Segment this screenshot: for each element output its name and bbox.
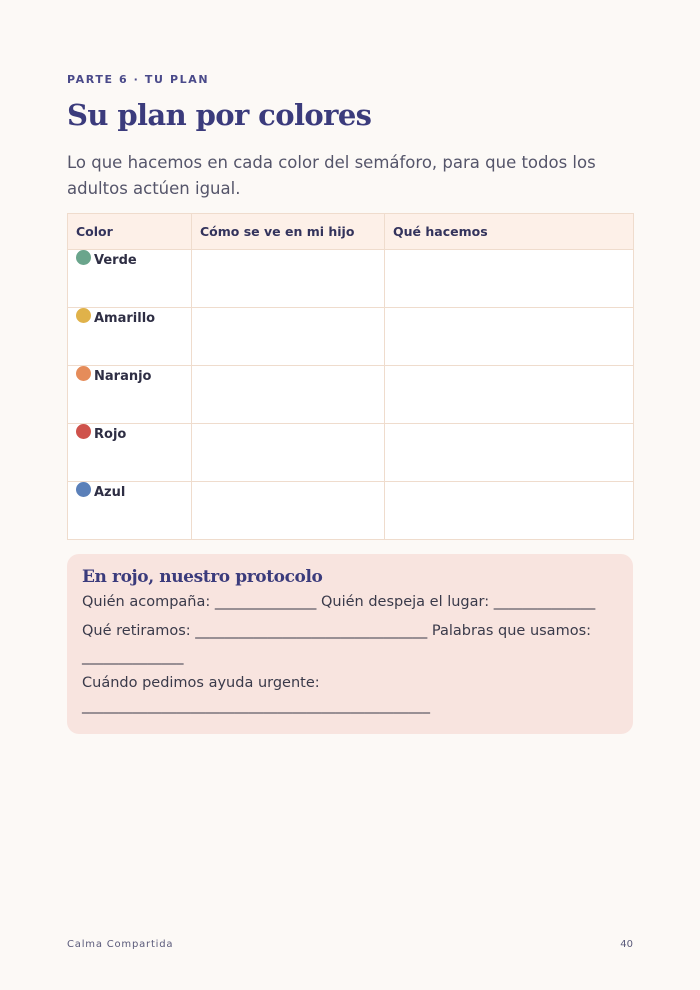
color-swatch-icon [76,366,91,381]
footer-brand: Calma Compartida [67,939,174,950]
page-subtitle: Lo que hacemos en cada color del semáforo, para que todos los adultos actúen igual. [67,153,596,198]
appearance-cell[interactable] [192,308,385,366]
table-row-rojo [68,424,634,482]
appearance-cell[interactable] [192,482,385,540]
column-header-appearance: Cómo se ve en mi hijo [192,214,385,250]
color-plan-table [67,213,634,540]
actions-cell[interactable] [385,366,634,424]
actions-cell[interactable] [385,482,634,540]
protocol-line-words-blank[interactable]: ______________ [82,649,184,665]
color-label: Verde [94,253,137,268]
color-swatch-icon [76,250,91,265]
table-row-naranjo [68,366,634,424]
color-swatch-icon [76,308,91,323]
color-label: Naranjo [94,369,152,384]
appearance-cell[interactable] [192,366,385,424]
color-label: Amarillo [94,311,156,326]
color-swatch-icon [76,424,91,439]
appearance-cell[interactable] [192,424,385,482]
color-cell [68,424,192,482]
table-row-amarillo [68,308,634,366]
color-cell [68,308,192,366]
table-header-row [68,214,634,250]
table-row-azul [68,482,634,540]
protocol-title: En rojo, nuestro protocolo [82,567,323,587]
page-title: Su plan por colores [67,98,372,132]
actions-cell[interactable] [385,424,634,482]
footer-page-number: 40 [620,939,633,950]
actions-cell[interactable] [385,308,634,366]
color-cell [68,482,192,540]
protocol-line-urgent-help: Cuándo pedimos ayuda urgente: [82,675,320,691]
protocol-line-companion-clear[interactable]: Quién acompaña: ______________ Quién despeja el lugar: ______________ [82,594,596,610]
protocol-line-urgent-blank[interactable]: ________________________________________________ [82,698,430,714]
section-eyebrow: PARTE 6 · TU PLAN [67,73,210,86]
protocol-line-remove-words[interactable]: Qué retiramos: ________________________________ Palabras que usamos: [82,623,592,639]
red-protocol-box [67,554,633,734]
column-header-color: Color [68,214,192,250]
color-label: Rojo [94,427,127,442]
table-row-verde [68,250,634,308]
appearance-cell[interactable] [192,250,385,308]
color-label: Azul [94,485,126,500]
actions-cell[interactable] [385,250,634,308]
column-header-actions: Qué hacemos [385,214,634,250]
color-cell [68,250,192,308]
color-cell [68,366,192,424]
color-swatch-icon [76,482,91,497]
